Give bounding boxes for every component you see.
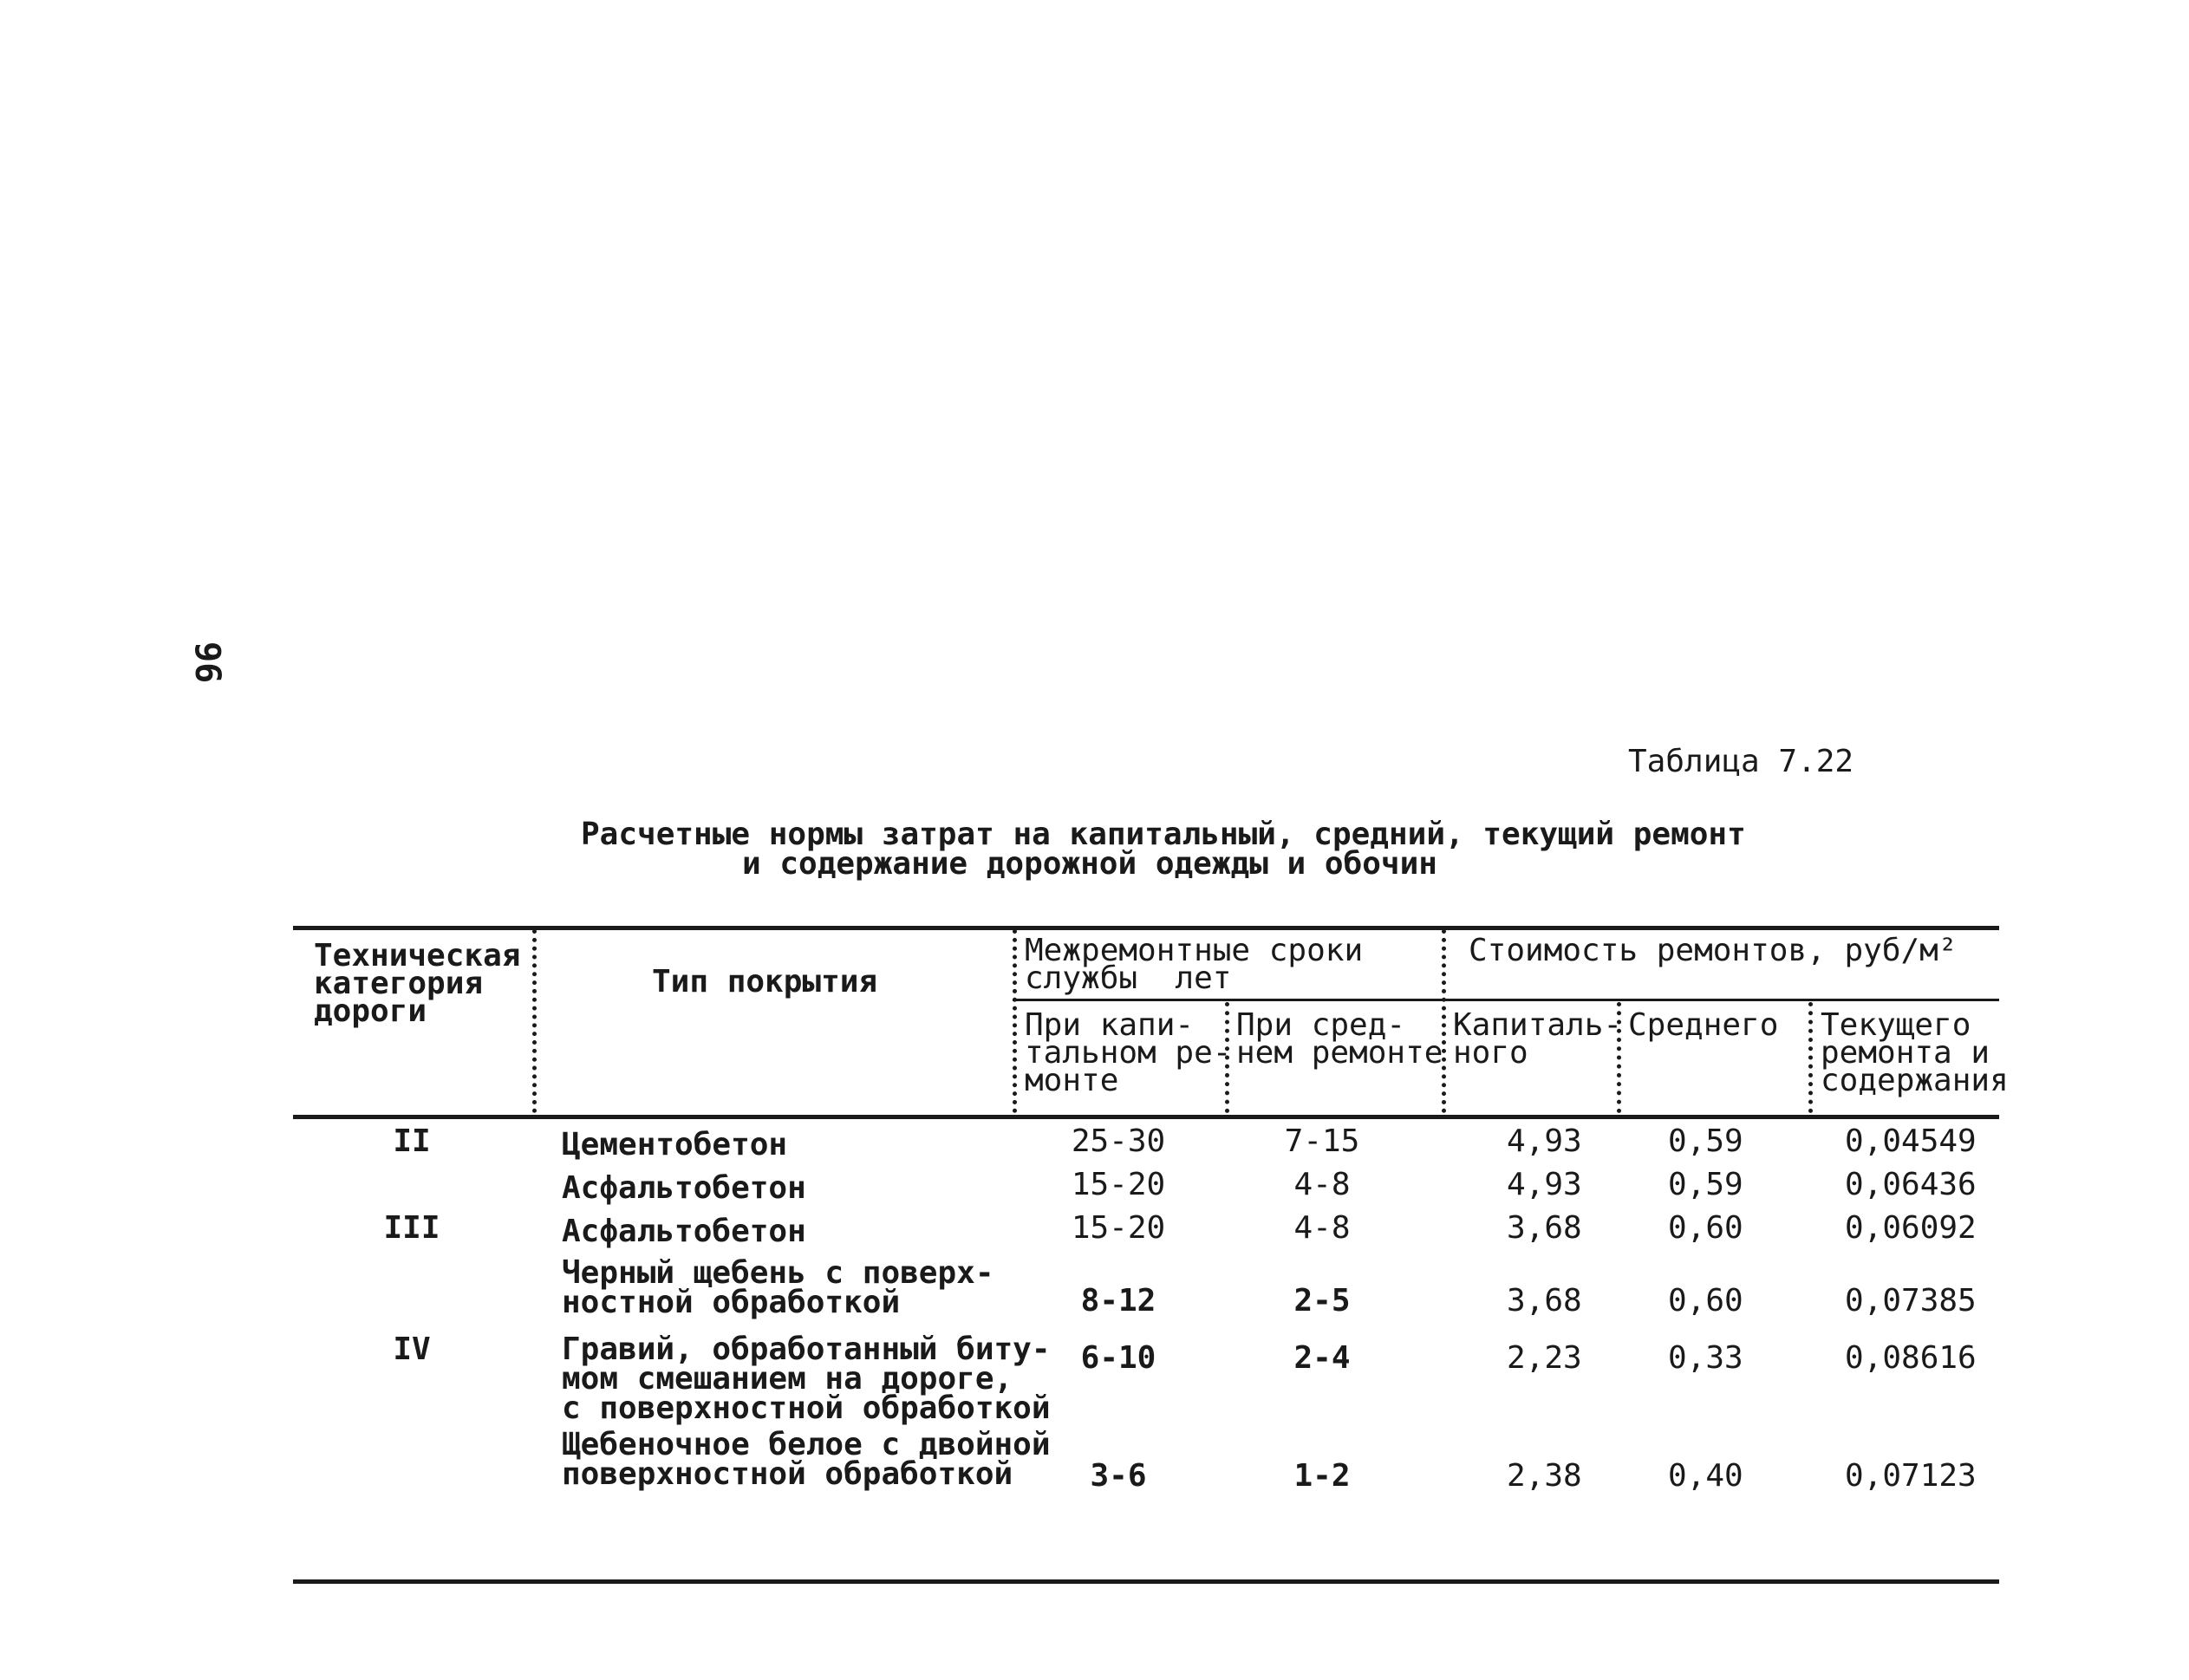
table-cell-terms-capital: 6-10 — [1080, 1340, 1156, 1376]
table-cell-cost-current: 0,06436 — [1845, 1167, 1977, 1202]
table-cell-cost-capital: 3,68 — [1507, 1283, 1582, 1319]
table-top-rule — [293, 926, 1999, 930]
table-cell-cost-medium: 0,60 — [1668, 1210, 1743, 1246]
table-cell-cost-current: 0,06092 — [1845, 1210, 1977, 1246]
header-terms-capital-line3: монте — [1025, 1063, 1119, 1098]
table-cell-cost-capital: 3,68 — [1507, 1210, 1582, 1246]
table-title-line2: и содержание дорожной одежды и обочин — [742, 846, 1437, 882]
table-cell-coating: Асфальтобетон — [562, 1214, 806, 1249]
table-cell-cost-current: 0,04549 — [1845, 1123, 1977, 1159]
header-category-line3: дороги — [314, 993, 427, 1029]
table-cell-cost-medium: 0,59 — [1668, 1167, 1743, 1202]
table-cell-terms-medium: 2-4 — [1293, 1340, 1351, 1376]
table-cell-coating: Цементобетон — [562, 1127, 788, 1162]
table-cell-cost-capital: 2,38 — [1507, 1458, 1582, 1494]
header-cost-group: Стоимость ремонтов, руб/м² — [1469, 933, 1958, 968]
table-cell-cost-medium: 0,59 — [1668, 1123, 1743, 1159]
column-separator — [532, 929, 537, 1113]
table-bottom-rule — [293, 1579, 1999, 1584]
table-cell-cost-capital: 4,93 — [1507, 1123, 1582, 1159]
table-cell-terms-capital: 8-12 — [1080, 1283, 1156, 1319]
table-cell-terms-medium: 7-15 — [1284, 1123, 1360, 1159]
header-coating: Тип покрытия — [652, 964, 878, 1000]
table-cell-terms-medium: 4-8 — [1293, 1167, 1351, 1202]
table-cell-cost-capital: 4,93 — [1507, 1167, 1582, 1202]
table-cell-terms-medium: 4-8 — [1293, 1210, 1351, 1246]
table-cell-terms-medium: 1-2 — [1293, 1458, 1351, 1494]
header-cost-current-line3: содержания — [1821, 1063, 2009, 1098]
table-cell-category: IV — [393, 1332, 431, 1367]
header-cost-medium: Среднего — [1628, 1007, 1779, 1043]
table-cell-cost-medium: 0,60 — [1668, 1283, 1743, 1319]
table-cell-coating-line3: с поверхностной обработкой — [562, 1390, 1051, 1426]
table-cell-terms-capital: 15-20 — [1071, 1210, 1166, 1246]
column-separator — [1808, 1002, 1813, 1113]
table-title-line1: Расчетные нормы затрат на капитальный, средний, текущий ремонт — [581, 817, 1746, 852]
header-cost-capital-line2: ного — [1453, 1035, 1528, 1071]
header-group-rule — [1013, 999, 1999, 1001]
table-cell-cost-current: 0,08616 — [1845, 1340, 1977, 1376]
table-cell-cost-current: 0,07123 — [1845, 1458, 1977, 1494]
table-cell-coating-line1: Гравий, обработанный биту- — [562, 1332, 1051, 1367]
table-cell-coating-line2: поверхностной обработкой — [562, 1456, 1013, 1492]
header-category-line1: Техническая — [314, 938, 521, 973]
header-category-line2: категория — [314, 966, 484, 1001]
header-terms-group-line1: Межремонтные сроки — [1025, 933, 1364, 968]
table-cell-coating-line2: мом смешанием на дороге, — [562, 1361, 1013, 1397]
column-separator — [1442, 929, 1446, 1113]
table-cell-terms-medium: 2-5 — [1293, 1283, 1351, 1319]
header-terms-medium-line1: При сред- — [1236, 1007, 1406, 1043]
header-cost-current-line1: Текущего — [1821, 1007, 1971, 1043]
page-number: 96 — [187, 641, 227, 684]
header-terms-capital-line2: тальном ре- — [1025, 1035, 1232, 1071]
header-terms-medium-line2: нем ремонте — [1236, 1035, 1443, 1071]
column-separator — [1013, 929, 1017, 1113]
header-cost-capital-line1: Капиталь- — [1453, 1007, 1623, 1043]
table-cell-terms-capital: 15-20 — [1071, 1167, 1166, 1202]
header-terms-group-line2: службы лет — [1025, 960, 1232, 996]
table-cell-cost-current: 0,07385 — [1845, 1283, 1977, 1319]
table-cell-coating-line1: Черный щебень с поверх- — [562, 1255, 994, 1291]
header-terms-capital-line1: При капи- — [1025, 1007, 1195, 1043]
table-cell-cost-medium: 0,33 — [1668, 1340, 1743, 1376]
table-label: Таблица 7.22 — [1628, 744, 1854, 779]
table-cell-cost-capital: 2,23 — [1507, 1340, 1582, 1376]
table-cell-terms-capital: 3-6 — [1090, 1458, 1147, 1494]
header-bottom-rule — [293, 1115, 1999, 1119]
table-cell-terms-capital: 25-30 — [1071, 1123, 1166, 1159]
header-cost-current-line2: ремонта и — [1821, 1035, 1990, 1071]
table-cell-category: III — [383, 1210, 440, 1246]
table-cell-cost-medium: 0,40 — [1668, 1458, 1743, 1494]
table-cell-coating: Асфальтобетон — [562, 1170, 806, 1206]
table-cell-category: II — [393, 1123, 431, 1159]
table-cell-coating-line2: ностной обработкой — [562, 1285, 901, 1320]
table-cell-coating-line1: Щебеночное белое с двойной — [562, 1427, 1051, 1462]
